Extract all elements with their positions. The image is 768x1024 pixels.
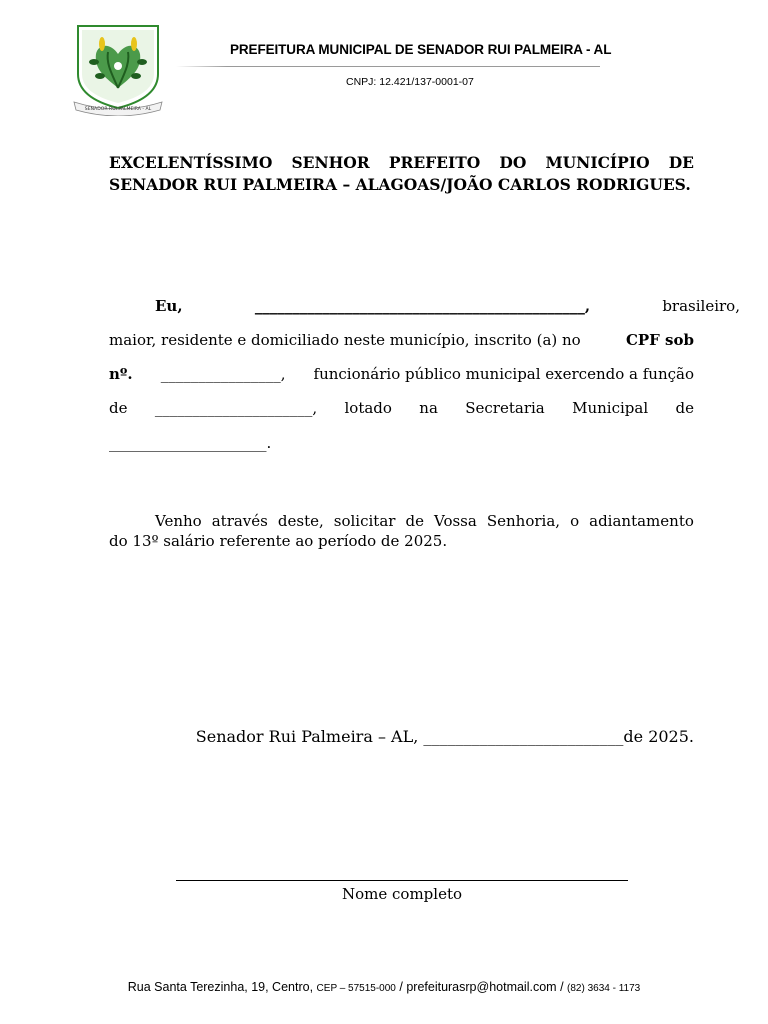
addressee-heading: EXCELENTÍSSIMO SENHOR PREFEITO DO MUNICÍPIO DE SENADOR RUI PALMEIRA – ALAGOAS/JOÃO CARLOS RODRIGUES. bbox=[109, 153, 694, 194]
declaration-line-1 bbox=[109, 297, 740, 319]
signature-label: Nome completo bbox=[341, 885, 462, 903]
request-word: Senhoria, bbox=[486, 512, 561, 530]
signature-line bbox=[176, 880, 628, 881]
crest-ribbon-text: SENADOR RUI PALMEIRA - AL bbox=[84, 107, 152, 112]
footer-contact bbox=[0, 980, 768, 994]
name-blank: ____________________________________________, bbox=[254, 297, 591, 315]
nationality-text: brasileiro, bbox=[662, 297, 740, 315]
secretariat-blank: _____________________. bbox=[109, 434, 272, 452]
word-municipal: Municipal bbox=[572, 399, 649, 417]
word-lotado: lotado bbox=[344, 399, 392, 417]
request-word: Venho bbox=[155, 512, 202, 530]
declaration-line-5 bbox=[109, 434, 694, 456]
footer-separator-1: / bbox=[399, 980, 403, 994]
organization-title: PREFEITURA MUNICIPAL DE SENADOR RUI PALMEIRA - AL bbox=[230, 42, 612, 57]
cpf-label: CPF sob bbox=[625, 331, 694, 349]
footer-separator-2: / bbox=[560, 980, 564, 994]
footer-phone: (82) 3634 - 1173 bbox=[567, 983, 641, 994]
cnpj-number: CNPJ: 12.421/137-0001-07 bbox=[346, 76, 474, 88]
request-line-1 bbox=[109, 511, 694, 531]
word-de-2: de bbox=[675, 399, 694, 417]
residence-text: maior, residente e domiciliado neste município, inscrito (a) no bbox=[109, 331, 581, 349]
request-word: adiantamento bbox=[589, 512, 694, 530]
declaration-line-4 bbox=[109, 399, 694, 421]
place-date-line: Senador Rui Palmeira – AL, _________________________de 2025. bbox=[195, 727, 694, 746]
municipal-crest-logo bbox=[72, 24, 164, 116]
word-na: na bbox=[419, 399, 438, 417]
cpf-blank: ________________, bbox=[160, 365, 286, 383]
request-word: o bbox=[570, 512, 580, 530]
request-paragraph bbox=[109, 511, 694, 551]
footer-cep: CEP – 57515-000 bbox=[316, 983, 396, 994]
cpf-number-label: nº. bbox=[109, 365, 133, 383]
employee-text: funcionário público municipal exercendo a função bbox=[313, 365, 694, 383]
footer-email: prefeiturasrp@hotmail.com bbox=[406, 980, 557, 994]
footer-address: Rua Santa Terezinha, 19, Centro, bbox=[127, 980, 314, 994]
word-de: de bbox=[109, 399, 128, 417]
request-word: de bbox=[405, 512, 424, 530]
request-line-2: do 13º salário referente ao período de 2025. bbox=[109, 532, 448, 550]
request-word: Vossa bbox=[434, 512, 477, 530]
request-word: deste, bbox=[277, 512, 324, 530]
request-word: através bbox=[211, 512, 268, 530]
request-word: solicitar bbox=[333, 512, 396, 530]
declaration-line-3 bbox=[109, 365, 694, 387]
header-divider bbox=[176, 66, 600, 67]
declaration-eu: Eu, bbox=[155, 297, 183, 315]
word-secretaria: Secretaria bbox=[465, 399, 545, 417]
declaration-line-2 bbox=[109, 331, 694, 353]
function-blank: _____________________, bbox=[154, 399, 318, 417]
